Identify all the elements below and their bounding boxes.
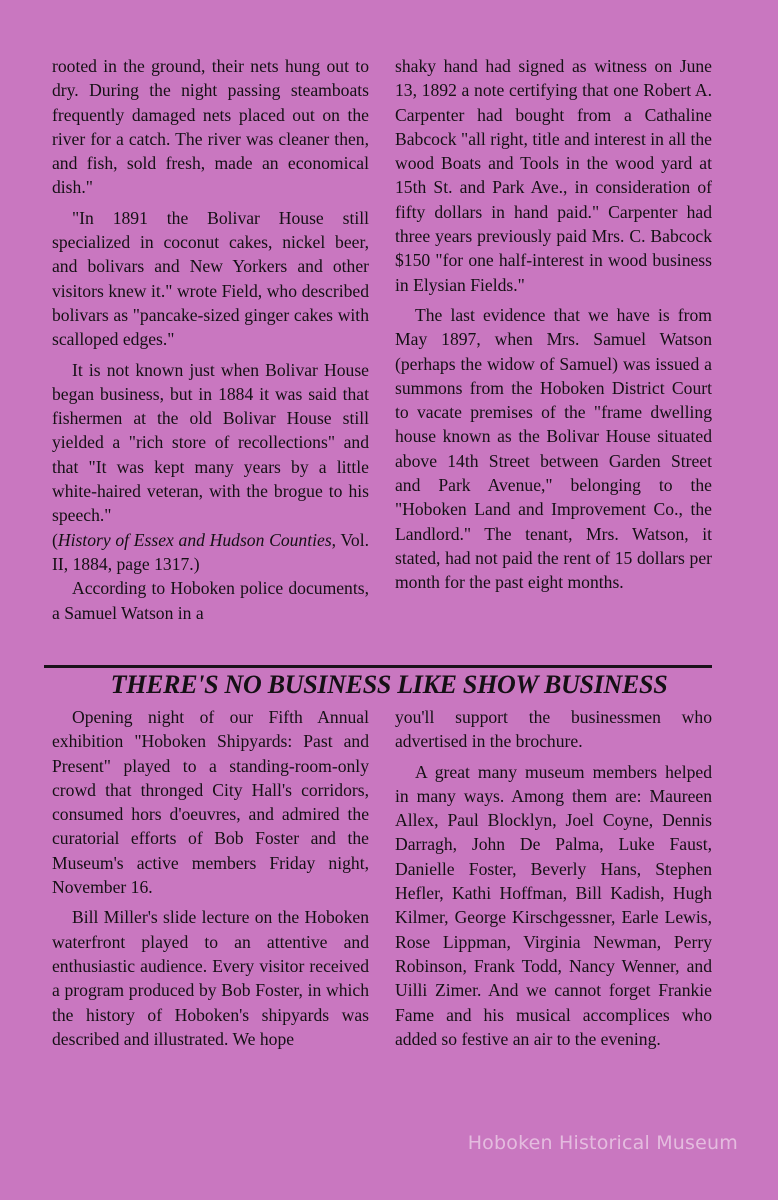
section-headline: THERE'S NO BUSINESS LIKE SHOW BUSINESS <box>110 670 668 699</box>
section-divider <box>44 665 712 668</box>
paragraph: shaky hand had signed as witness on June 13, 1892 a note certifying that one Robert A. Carpenter had bought from a Cathaline Babcock "all right, title and interest in all the wood Boats and Tools in the wood yard at 15th St. and Park Ave., in consideration of fifty dollars in hand paid." Carpenter had three years previously paid Mrs. C. Babcock $150 "for one half-interest in wood business in Elysian Fields." <box>395 56 712 295</box>
paragraph: It is not known just when Bolivar House began business, but in 1884 it was said that fishermen at the old Bolivar House still yielded a "rich store of recollections" and that "It was kept many years by a little white-haired veteran, with the brogue to his speech." <box>52 359 369 526</box>
show-business-right-column <box>395 705 712 1051</box>
paragraph: The last evidence that we have is from May 1897, when Mrs. Samuel Watson (perhaps the widow of Samuel) was issued a summons from the Hoboken District Court to vacate premises of the "frame dwelling house known as the Bolivar House situated above 14th Street between Garden Street and Park Avenue," belonging to the "Hoboken Land and Improvement Co., the Landlord." The tenant, Mrs. Watson, it stated, had not paid the rent of 15 dollars per month for the past eight months. <box>395 304 712 593</box>
paragraph: you'll support the businessmen who advertised in the brochure. <box>395 707 712 752</box>
museum-watermark: Hoboken Historical Museum <box>467 1132 738 1154</box>
paragraph: Opening night of our Fifth Annual exhibition "Hoboken Shipyards: Past and Present" played to a standing-room-only crowd that thronged City Hall's corridors, consumed hors d'oeuvres, and admired the curatorial efforts of Bob Foster and the Museum's active members Friday night, November 16. <box>52 707 369 898</box>
show-business-left-column <box>52 705 369 1051</box>
paragraph: "In 1891 the Bolivar House still specialized in coconut cakes, nickel beer, and bolivars and New Yorkers and other visitors knew it." wrote Field, who described bolivars as "pancake-sized ginger cakes with scalloped edges." <box>52 207 369 350</box>
citation: (History of Essex and Hudson Counties, Vol. II, 1884, page 1317.) <box>52 529 369 574</box>
bolivar-article-right-column <box>395 54 712 595</box>
paragraph: Bill Miller's slide lecture on the Hoboken waterfront played to an attentive and enthusiastic audience. Every visitor received a program produced by Bob Foster, in which the history of Hoboken's shipyards was described and illustrated. We hope <box>52 907 369 1049</box>
bolivar-article-left-column <box>52 54 369 625</box>
citation-title: History of Essex and Hudson Counties <box>57 529 332 550</box>
paragraph: A great many museum members helped in many ways. Among them are: Maureen Allex, Paul Blocklyn, Joel Coyne, Dennis Darragh, John De Palma, Luke Faust, Danielle Foster, Beverly Hans, Stephen Hefler, Kathi Hoffman, Bill Kadish, Hugh Kilmer, George Kirschgessner, Earle Lewis, Rose Lippman, Virginia Newman, Perry Robinson, Frank Todd, Nancy Wenner, and Uilli Zimer. And we cannot forget Frankie Fame and his musical accomplices who added so festive an air to the evening. <box>395 761 712 1049</box>
paragraph: rooted in the ground, their nets hung out to dry. During the night passing steamboats frequently damaged nets placed out on the river for a catch. The river was cleaner then, and fish, sold fresh, made an economical dish." <box>52 56 369 198</box>
paragraph: According to Hoboken police documents, a Samuel Watson in a <box>52 578 369 623</box>
